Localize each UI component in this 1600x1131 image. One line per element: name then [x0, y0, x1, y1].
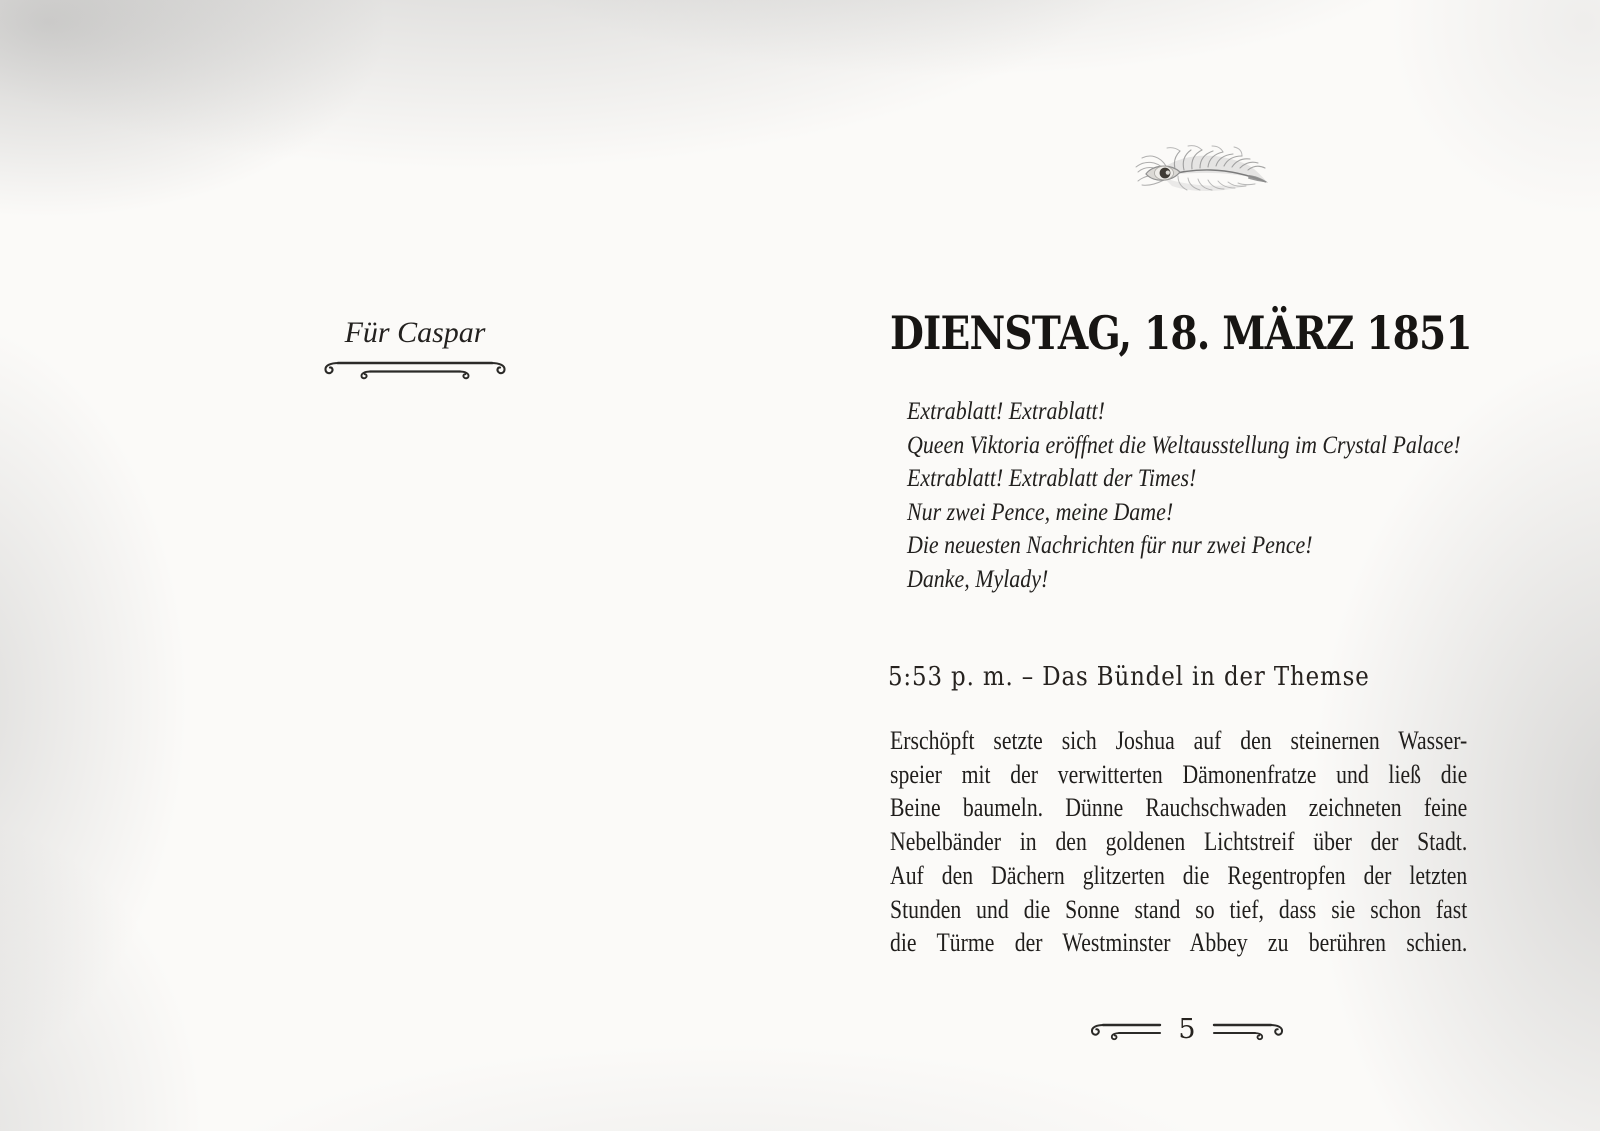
- chapter-title: DIENSTAG, 18. MÄRZ 1851: [890, 306, 1472, 360]
- epigraph-line: Extrablatt! Extrablatt der Times!: [907, 463, 1197, 493]
- page-number: 5: [1178, 1013, 1196, 1045]
- epigraph-block: [907, 394, 1461, 596]
- body-line: Stunden und die Sonne stand so tief, dass sie schon fast: [890, 893, 1468, 924]
- epigraph-line: Nur zwei Pence, meine Dame!: [907, 496, 1174, 526]
- body-line: Auf den Dächern glitzerten die Regentropfen der letzten: [890, 859, 1468, 890]
- body-line: Beine baumeln. Dünne Rauchschwaden zeichneten feine: [890, 792, 1468, 823]
- footer-flourish-left-icon: [1089, 1014, 1162, 1042]
- body-line: speier mit der verwitterten Dämonenfratze und ließ die: [890, 758, 1468, 789]
- peacock-feather-illustration: [1118, 142, 1280, 206]
- body-line: Erschöpft setzte sich Joshua auf den steinernen Wasser-: [890, 725, 1468, 755]
- body-text: [890, 724, 1467, 960]
- page-footer: [1087, 1006, 1287, 1050]
- dedication-text: Für Caspar: [344, 316, 486, 349]
- body-line: Nebelbänder in den goldenen Lichtstreif über der Stadt.: [890, 826, 1468, 857]
- epigraph-line: Queen Viktoria eröffnet die Weltausstellung im Crystal Palace!: [907, 429, 1461, 459]
- epigraph-line: Extrablatt! Extrablatt!: [907, 396, 1105, 425]
- epigraph-line: Danke, Mylady!: [907, 563, 1049, 593]
- scene-heading: 5:53 p. m. – Das Bündel in der Themse: [888, 662, 1370, 692]
- dedication-flourish-icon: [322, 352, 508, 382]
- epigraph-line: Die neuesten Nachrichten für nur zwei Pence!: [907, 530, 1313, 560]
- footer-flourish-right-icon: [1212, 1014, 1285, 1042]
- body-line: die Türme der Westminster Abbey zu berühren schien.: [890, 927, 1468, 958]
